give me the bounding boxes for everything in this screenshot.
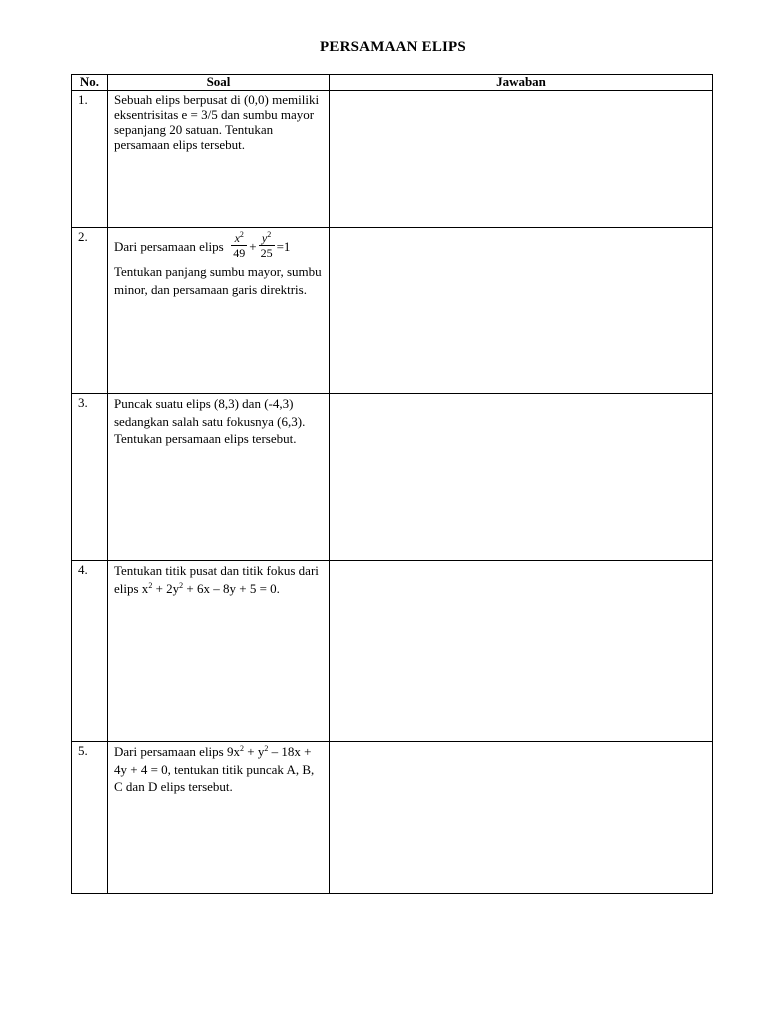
page-title: PERSAMAAN ELIPS <box>320 39 466 55</box>
header-soal: Soal <box>108 75 330 91</box>
row-number: 3. <box>72 394 108 561</box>
question-cell <box>108 742 330 894</box>
fraction-x-numerator: x <box>234 231 240 245</box>
row-number: 2. <box>72 228 108 394</box>
fraction-y-denominator: 25 <box>260 246 273 260</box>
exercise-table <box>71 74 713 894</box>
plus-sign: + <box>249 238 257 254</box>
row-number: 5. <box>72 742 108 894</box>
question-text: Sebuah elips berpusat di (0,0) memiliki eksentrisitas e = 3/5 dan sumbu mayor sepanjang 20 satuan. Tentukan persamaan elips tersebut. <box>114 92 320 152</box>
question-cell <box>108 91 330 228</box>
fraction-x <box>231 232 247 260</box>
table-row <box>72 91 713 228</box>
header-jawaban: Jawaban <box>330 75 713 91</box>
answer-cell[interactable] <box>330 228 713 394</box>
answer-cell[interactable] <box>330 742 713 894</box>
header-no: No. <box>72 75 108 91</box>
table-row <box>72 228 713 394</box>
row-number: 4. <box>72 561 108 742</box>
fraction-x-denominator: 49 <box>233 246 246 260</box>
question-cell <box>108 561 330 742</box>
question-cell <box>108 394 330 561</box>
table-row <box>72 561 713 742</box>
row-number: 1. <box>72 91 108 228</box>
exponent: 2 <box>239 230 244 239</box>
equation-line <box>114 229 325 263</box>
question-lead: Dari persamaan elips <box>114 238 224 254</box>
question-text: Tentukan titik pusat dan titik fokus dari elips $x^2 + 2y^2 + 6x - 8y + 5 = 0$. <box>114 563 319 596</box>
question-text: Puncak suatu elips (8,3) dan (-4,3) sedangkan salah satu fokusnya (6,3). Tentukan persamaan elips tersebut. <box>114 396 306 446</box>
table-header-row <box>72 75 713 91</box>
exponent: 2 <box>267 230 272 239</box>
table-row <box>72 742 713 894</box>
table-row <box>72 394 713 561</box>
fraction-y-numerator: y <box>261 231 268 245</box>
answer-cell[interactable] <box>330 91 713 228</box>
fraction-y <box>259 232 275 260</box>
question-text: Tentukan panjang sumbu mayor, sumbu minor, dan persamaan garis direktris. <box>114 264 322 297</box>
question-cell <box>108 228 330 394</box>
question-text: Dari persamaan elips $9x^2 + y^2 - 18x + 4y + 4 = 0$, tentukan titik puncak A, B, C dan D elips tersebut. <box>114 744 315 794</box>
answer-cell[interactable] <box>330 561 713 742</box>
answer-cell[interactable] <box>330 394 713 561</box>
equals-one: =1 <box>276 238 291 254</box>
